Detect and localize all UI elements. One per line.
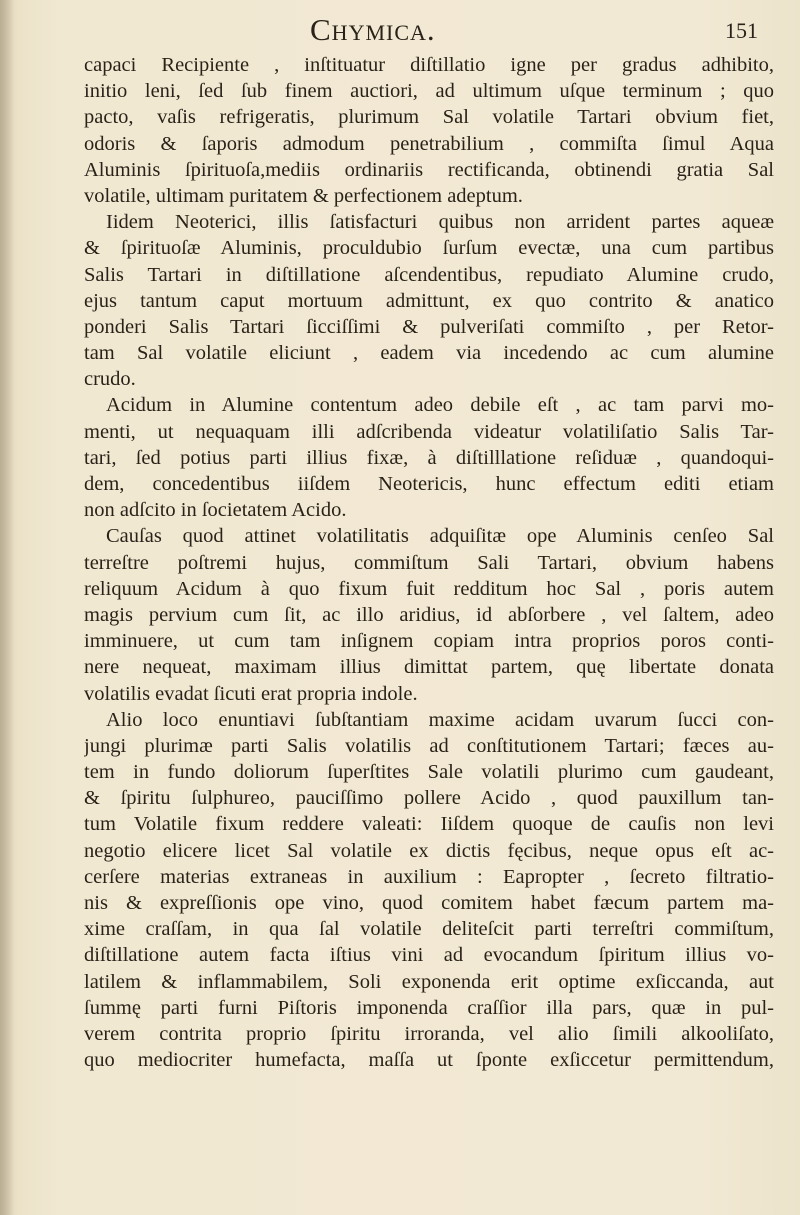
text-line: dem, concedentibus iiſdem Neotericis, hunc effectum editi etiam	[84, 473, 774, 495]
text-line: tem in fundo doliorum ſuperſtites Sale volatili plurimo cum gaudeant,	[84, 761, 774, 784]
text-line: ſummę parti furni Piſtoris imponenda craſſior illa pars, quæ in pul-	[84, 996, 774, 1019]
body-text	[84, 52, 774, 1073]
text-line: & ſpiritu ſulphureo, pauciſſimo pollere Acido , quod pauxillum tan-	[84, 787, 774, 810]
text-line: negotio elicere licet Sal volatile ex dictis fęcibus, neque opus eſt ac-	[84, 839, 774, 862]
text-line: volatile, ultimam puritatem & perfectionem adeptum.	[84, 184, 523, 207]
text-line: Aluminis ſpirituoſa,mediis ordinariis rectificanda, obtinendi gratia Sal	[84, 158, 774, 181]
text-line: crudo.	[84, 368, 136, 391]
text-line: tam Sal volatile eliciunt , eadem via incedendo ac cum alumine	[84, 342, 774, 365]
text-line: tum Volatile fixum reddere valeati: Iiſdem quoque de cauſis non levi	[84, 813, 774, 836]
text-line: Iidem Neoterici, illis ſatisfacturi quibus non arrident partes aqueæ	[106, 211, 774, 234]
text-line: latilem & inflammabilem, Soli exponenda erit optime exſiccanda, aut	[84, 970, 774, 993]
text-line: cerſere materias extraneas in auxilium : Eapropter , ſecreto filtratio-	[84, 865, 774, 888]
text-line: Alio loco enuntiavi ſubſtantiam maxime acidam uvarum ſucci con-	[106, 708, 774, 731]
page-header	[0, 8, 800, 52]
text-line: nere nequeat, maximam illius dimittat partem, quę libertate donata	[84, 656, 774, 679]
text-line: tari, ſed potius parti illius fixæ, à diſtilllatione reſiduæ , quandoqui-	[84, 446, 774, 469]
text-line: imminuere, ut cum tam inſignem copiam intra proprios poros conti-	[84, 630, 774, 653]
text-line: terreſtre poſtremi hujus, commiſtum Sali Tartari, obvium habens	[84, 551, 774, 574]
text-line: volatilis evadat ſicuti erat propria indole.	[84, 682, 418, 705]
text-line: nis & expreſſionis ope vino, quod comitem habet fæcum partem ma-	[84, 892, 774, 914]
text-line: ponderi Salis Tartari ſicciſſimi & pulveriſati commiſto , per Retor-	[84, 315, 774, 338]
text-line: menti, ut nequaquam illi adſcribenda videatur volatiliſatio Salis Tar-	[84, 420, 774, 443]
text-line: capaci Recipiente , inſtituatur diſtillatio igne per gradus adhibito,	[84, 54, 774, 76]
text-line: magis pervium cum ſit, ac illo aridius, id abſorbere , vel ſaltem, adeo	[84, 603, 774, 626]
running-head: Chymica.	[310, 12, 436, 47]
text-line: Salis Tartari in diſtillatione aſcendentibus, repudiato Alumine crudo,	[84, 263, 774, 286]
text-line: & ſpirituoſæ Aluminis, proculdubio ſurſum evectæ, una cum partibus	[84, 237, 774, 260]
text-line: pacto, vaſis refrigeratis, plurimum Sal volatile Tartari obvium fiet,	[84, 106, 774, 129]
text-line: xime craſſam, in qua ſal volatile deliteſcit parti terreſtri commiſtum,	[84, 918, 774, 941]
text-line: ejus tantum caput mortuum admittunt, ex quo contrito & anatico	[84, 289, 774, 312]
text-line: Acidum in Alumine contentum adeo debile eſt , ac tam parvi mo-	[106, 394, 774, 417]
text-line: reliquum Acidum à quo fixum fuit redditum hoc Sal , poris autem	[84, 577, 774, 600]
text-line: initio leni, ſed ſub finem auctiori, ad ultimum uſque terminum ; quo	[84, 80, 774, 103]
text-line: verem contrita proprio ſpiritu irroranda, vel alio ſimili alkooliſato,	[84, 1022, 774, 1045]
text-line: odoris & ſaporis admodum penetrabilium , commiſta ſimul Aqua	[84, 132, 774, 155]
text-line: diſtillatione autem facta iſtius vini ad evocandum ſpiritum illius vo-	[84, 944, 774, 967]
text-line: Cauſas quod attinet volatilitatis adquiſitæ ope Aluminis cenſeo Sal	[106, 525, 774, 548]
gutter-shadow	[0, 0, 14, 1215]
text-line: non adſcito in ſocietatem Acido.	[84, 499, 347, 522]
page-number: 151	[725, 18, 758, 43]
text-line: jungi plurimæ parti Salis volatilis ad conſtitutionem Tartari; fæces au-	[84, 734, 774, 757]
text-line: quo mediocriter humefacta, maſſa ut ſponte exſiccetur permittendum,	[84, 1049, 774, 1072]
